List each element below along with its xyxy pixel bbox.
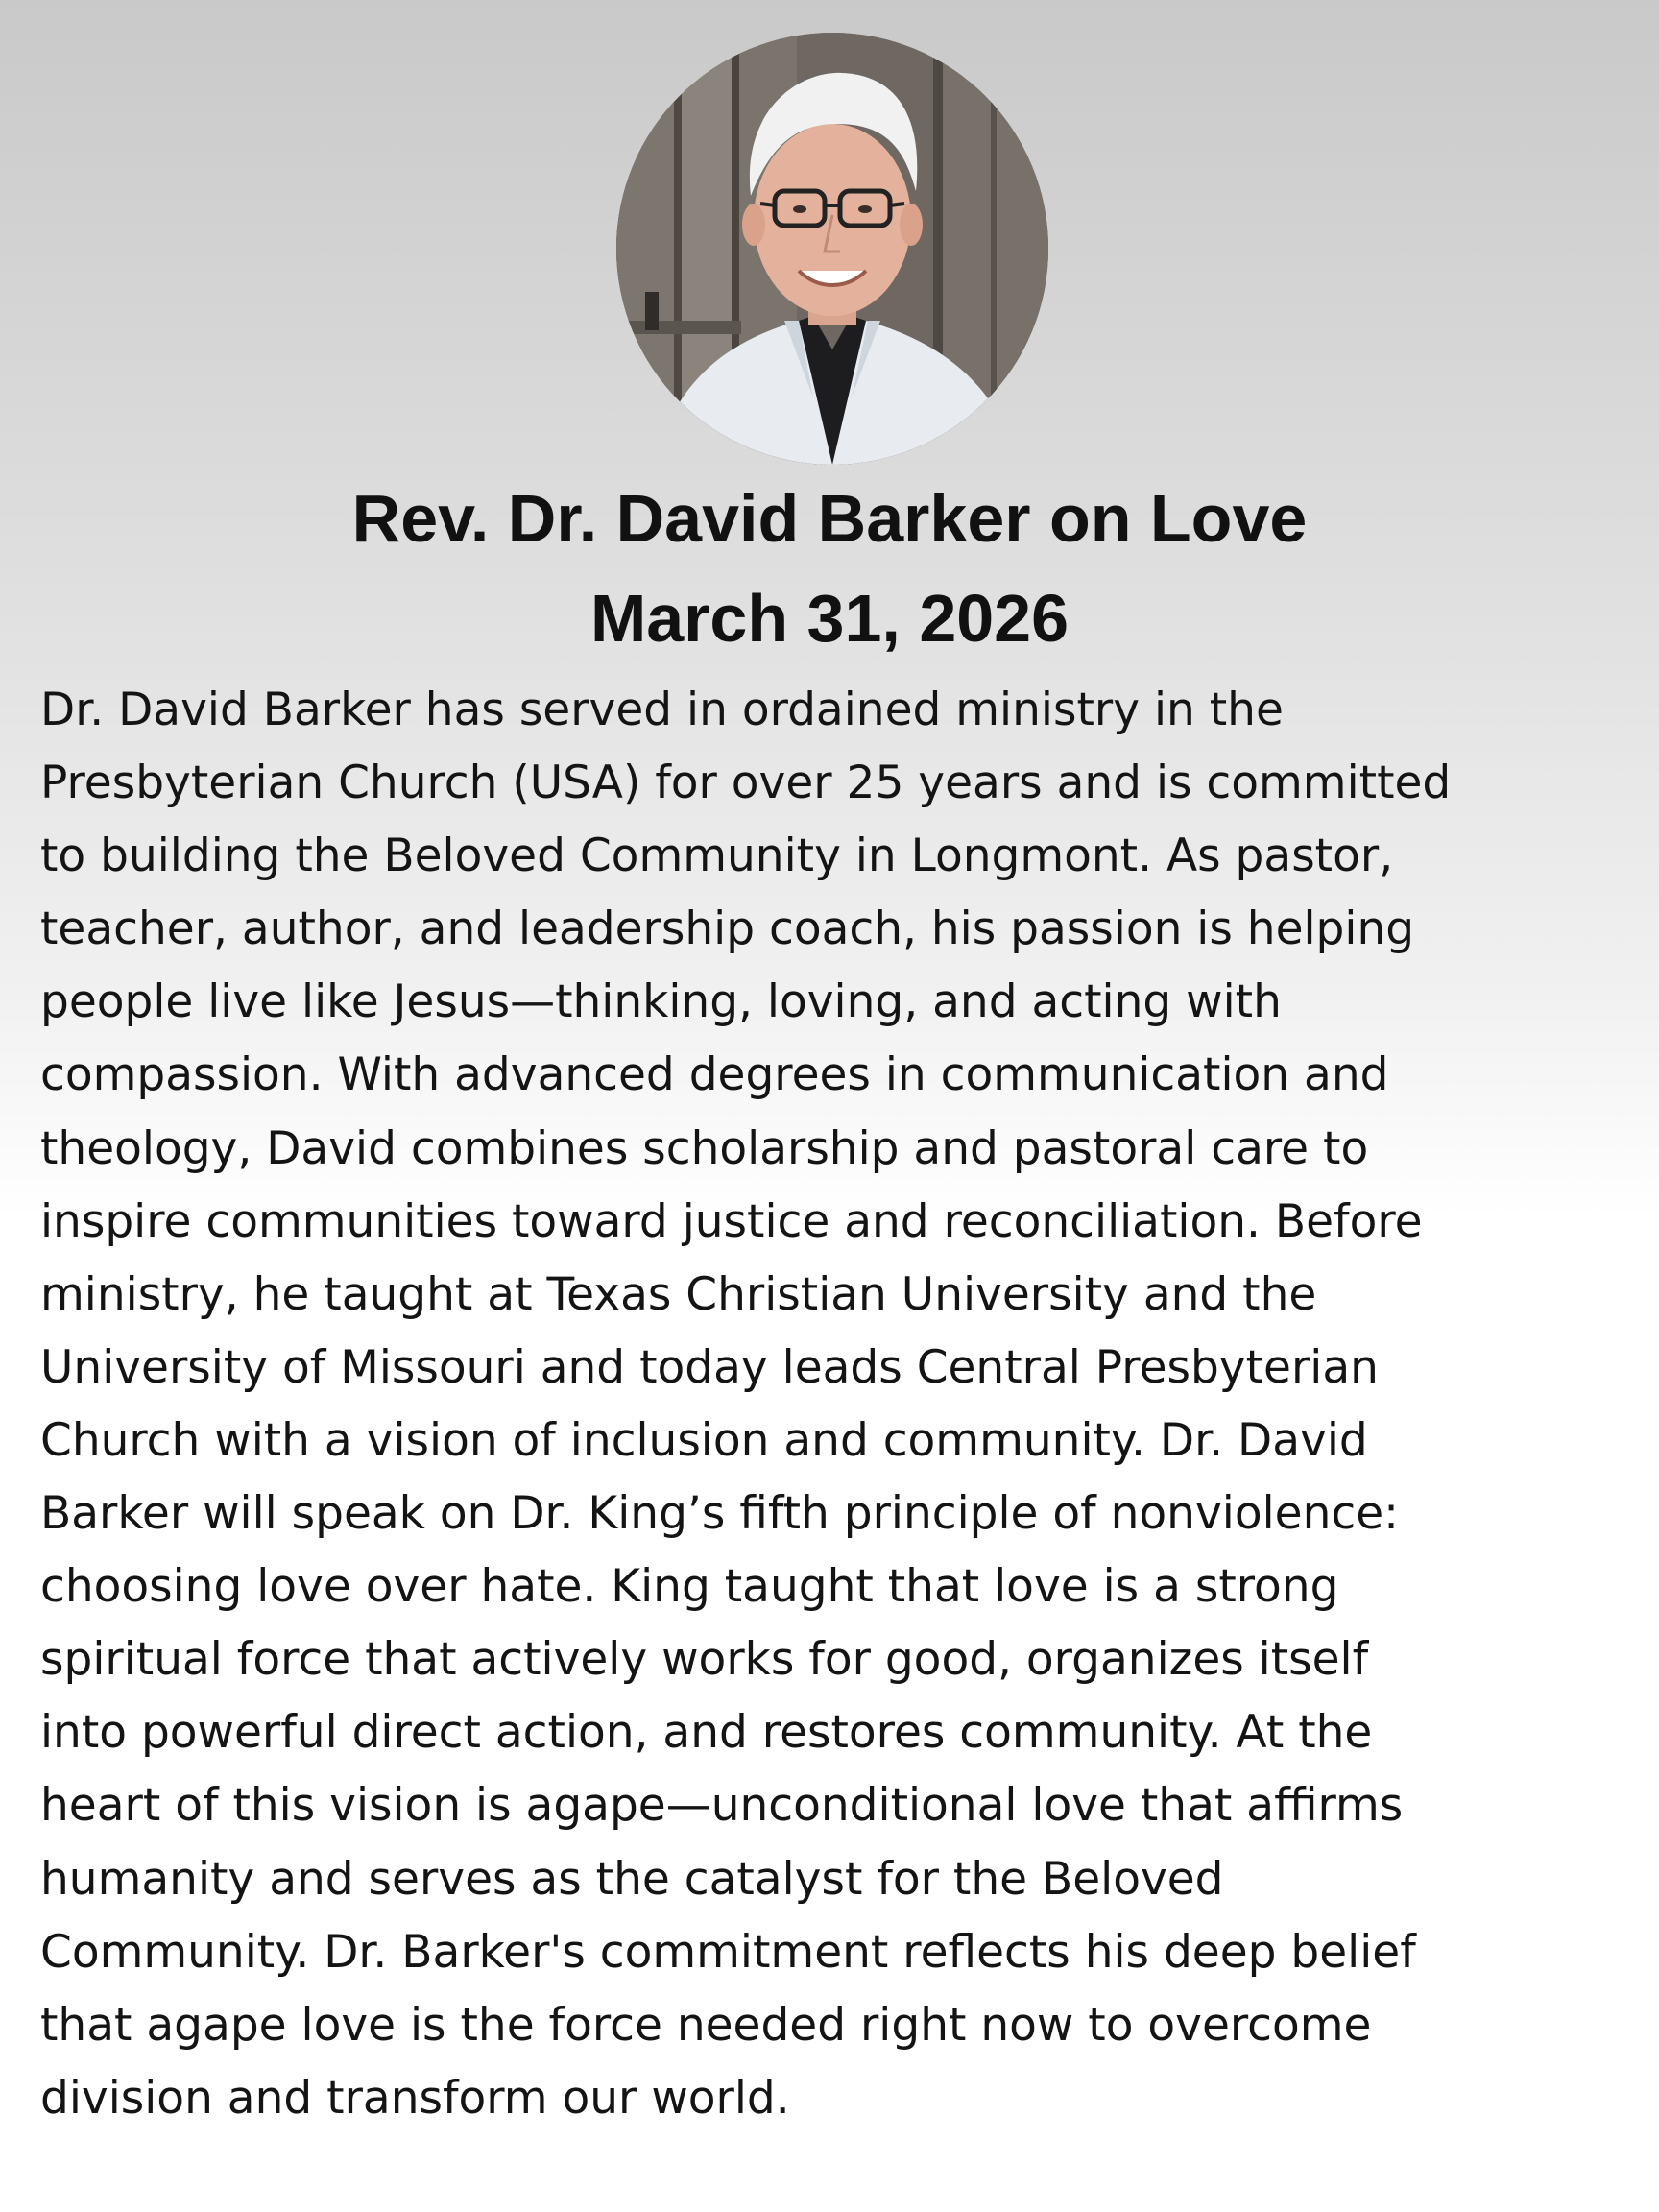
bio-line: that agape love is the force needed right now to overcome (40, 1998, 1372, 2052)
person-portrait-icon (616, 33, 1048, 465)
event-heading (0, 469, 1659, 668)
bio-line: humanity and serves as the catalyst for the Beloved (40, 1852, 1224, 1906)
bio-line: ministry, he taught at Texas Christian University and the (40, 1267, 1317, 1321)
bio-line: University of Missouri and today leads Central Presbyterian (40, 1340, 1379, 1394)
speaker-bio (40, 674, 1624, 2133)
bio-line: compassion. With advanced degrees in communication and (40, 1048, 1389, 1102)
bio-line: heart of this vision is agape—unconditional love that affirms (40, 1779, 1404, 1833)
bio-line: Barker will speak on Dr. King’s fifth principle of nonviolence: (40, 1487, 1399, 1541)
event-date: March 31, 2026 (589, 581, 1070, 656)
bio-line: Community. Dr. Barker's commitment reflects his deep belief (40, 1925, 1416, 1979)
bio-line: spiritual force that actively works for good, organizes itself (40, 1633, 1369, 1687)
bio-line: inspire communities toward justice and reconciliation. Before (40, 1194, 1423, 1248)
page-title: Rev. Dr. David Barker on Love (351, 481, 1308, 556)
bio-line: Presbyterian Church (USA) for over 25 years and is committed (40, 757, 1452, 810)
bio-line: teacher, author, and leadership coach, his passion is helping (40, 902, 1415, 956)
bio-line: choosing love over hate. King taught that love is a strong (40, 1560, 1339, 1614)
bio-line: Dr. David Barker has served in ordained ministry in the (40, 684, 1284, 736)
bio-line: Church with a vision of inclusion and community. Dr. David (40, 1413, 1368, 1467)
bio-line: people live like Jesus—thinking, loving, and acting with (40, 975, 1282, 1029)
bio-line: into powerful direct action, and restores community. At the (40, 1706, 1373, 1760)
bio-line: theology, David combines scholarship and pastoral care to (40, 1121, 1369, 1175)
bio-line: to building the Beloved Community in Longmont. As pastor, (40, 830, 1394, 883)
bio-line: division and transform our world. (40, 2071, 790, 2125)
speaker-portrait (616, 33, 1048, 465)
